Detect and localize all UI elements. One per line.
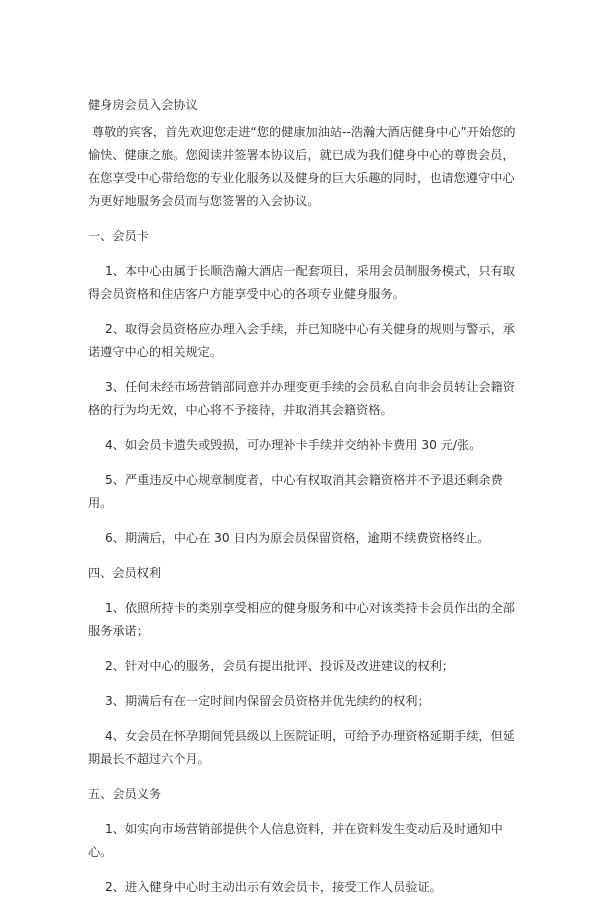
agreement-body (88, 94, 518, 911)
section-heading-member-rights: 四、会员权利 (88, 566, 162, 580)
card-clause-3: 3、任何未经市场营销部同意并办理变更手续的会员私自向非会员转让会籍资格的行为均无效，中心将不予接待，并取消其会籍资格。 (88, 380, 515, 417)
card-clause-4: 4、如会员卡遗失或毁损，可办理补卡手续并交纳补卡费用 30 元/张。 (105, 438, 482, 452)
card-clause-1: 1、本中心由属于长顺浩瀚大酒店一配套项目，采用会员制服务模式，只有取得会员资格和住店客户方能享受中心的各项专业健身服务。 (88, 264, 515, 301)
rights-clause-1: 1、依照所持卡的类别享受相应的健身服务和中心对该类持卡会员作出的全部服务承诺； (88, 601, 515, 638)
obligations-clause-1: 1、如实向市场营销部提供个人信息资料，并在资料发生变动后及时通知中心。 (88, 822, 503, 859)
card-clause-5: 5、严重违反中心规章制度者，中心有权取消其会籍资格并不予退还剩余费用。 (88, 473, 503, 510)
obligations-clause-2: 2、进入健身中心时主动出示有效会员卡，接受工作人员验证。 (105, 880, 442, 894)
rights-clause-3: 3、期满后有在一定时间内保留会员资格并优先续约的权利； (105, 694, 430, 708)
section-heading-membership-card: 一、会员卡 (88, 229, 149, 243)
card-clause-6: 6、期满后，中心在 30 日内为原会员保留资格，逾期不续费资格终止。 (105, 531, 490, 545)
rights-clause-2: 2、针对中心的服务，会员有提出批评、投诉及改进建议的权利； (105, 659, 455, 673)
card-clause-2: 2、取得会员资格应办理入会手续，并已知晓中心有关健身的规则与警示，承诺遵守中心的相关规定。 (88, 322, 515, 359)
section-heading-member-obligations: 五、会员义务 (88, 787, 162, 801)
intro-paragraph: 尊敬的宾客，首先欢迎您走进“您的健康加油站--浩瀚大酒店健身中心”开始您的愉快、健康之旅。您阅读并签署本协议后，就已成为我们健身中心的尊贵会员，在您享受中心带给您的专业化服务以及健身的巨大乐趣的同时，也请您遵守中心为更好地服务会员而与您签署的入会协议。 (88, 125, 516, 208)
document-title: 健身房会员入会协议 (88, 98, 198, 112)
rights-clause-4: 4、女会员在怀孕期间凭县级以上医院证明，可给予办理资格延期手续，但延期最长不超过六个月。 (88, 729, 515, 766)
